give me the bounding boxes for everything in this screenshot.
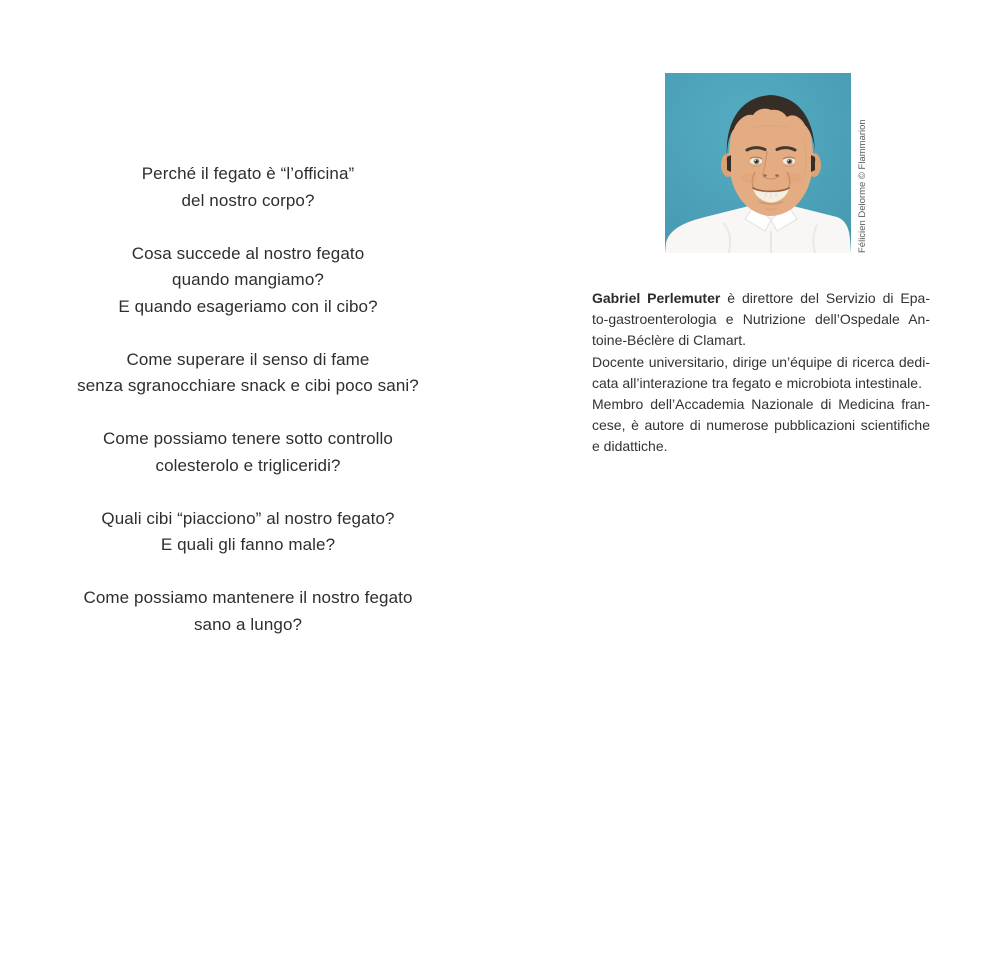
photo-credit: Félicien Delorme © Flammarion [857, 119, 868, 253]
bio-line: to-gastroenterologia e Nutrizione dell’Ospedale An- [592, 311, 930, 328]
bio-line [592, 288, 930, 309]
question-block [48, 347, 448, 400]
bio-line: Membro dell’Accademia Nazionale di Medicina fran- [592, 396, 930, 413]
bio-text: è direttore del Servizio di Epa- [720, 290, 930, 306]
bio-line: cese, è autore di numerose pubblicazioni scientifiche [592, 417, 930, 434]
question-line: E quando esageriamo con il cibo? [118, 296, 378, 316]
question-line: quando mangiamo? [172, 270, 324, 289]
question-block [48, 426, 448, 479]
question-line: Perché il fegato è “l’officina” [141, 164, 355, 183]
question-line: Come possiamo mantenere il nostro fegato [83, 588, 413, 607]
question-line: Come possiamo tenere sotto controllo [103, 429, 393, 448]
author-photo [665, 73, 851, 253]
bio-line: e didattiche. [592, 438, 668, 455]
question-line: E quali gli fanno male? [160, 535, 336, 554]
questions-column [48, 161, 448, 665]
question-line: sano a lungo? [193, 614, 303, 634]
bio-line: cata all’interazione tra fegato e microbiota intestinale. [592, 374, 922, 391]
question-block [48, 585, 448, 638]
question-block [48, 161, 448, 214]
question-line: Come superare il senso di fame [126, 349, 370, 369]
author-bio [592, 288, 930, 458]
bio-line: toine-Béclère di Clamart. [592, 332, 747, 349]
bio-line: Docente universitario, dirige un’équipe di ricerca dedi- [592, 353, 930, 370]
question-line: senza sgranocchiare snack e cibi poco sani? [77, 376, 419, 395]
author-name: Gabriel Perlemuter [592, 290, 721, 306]
question-line: colesterolo e trigliceridi? [155, 455, 341, 475]
question-block [48, 241, 448, 321]
question-line: del nostro corpo? [181, 190, 315, 210]
question-block [48, 506, 448, 559]
question-line: Cosa succede al nostro fegato [131, 243, 365, 263]
question-line: Quali cibi “piacciono” al nostro fegato? [101, 508, 395, 528]
